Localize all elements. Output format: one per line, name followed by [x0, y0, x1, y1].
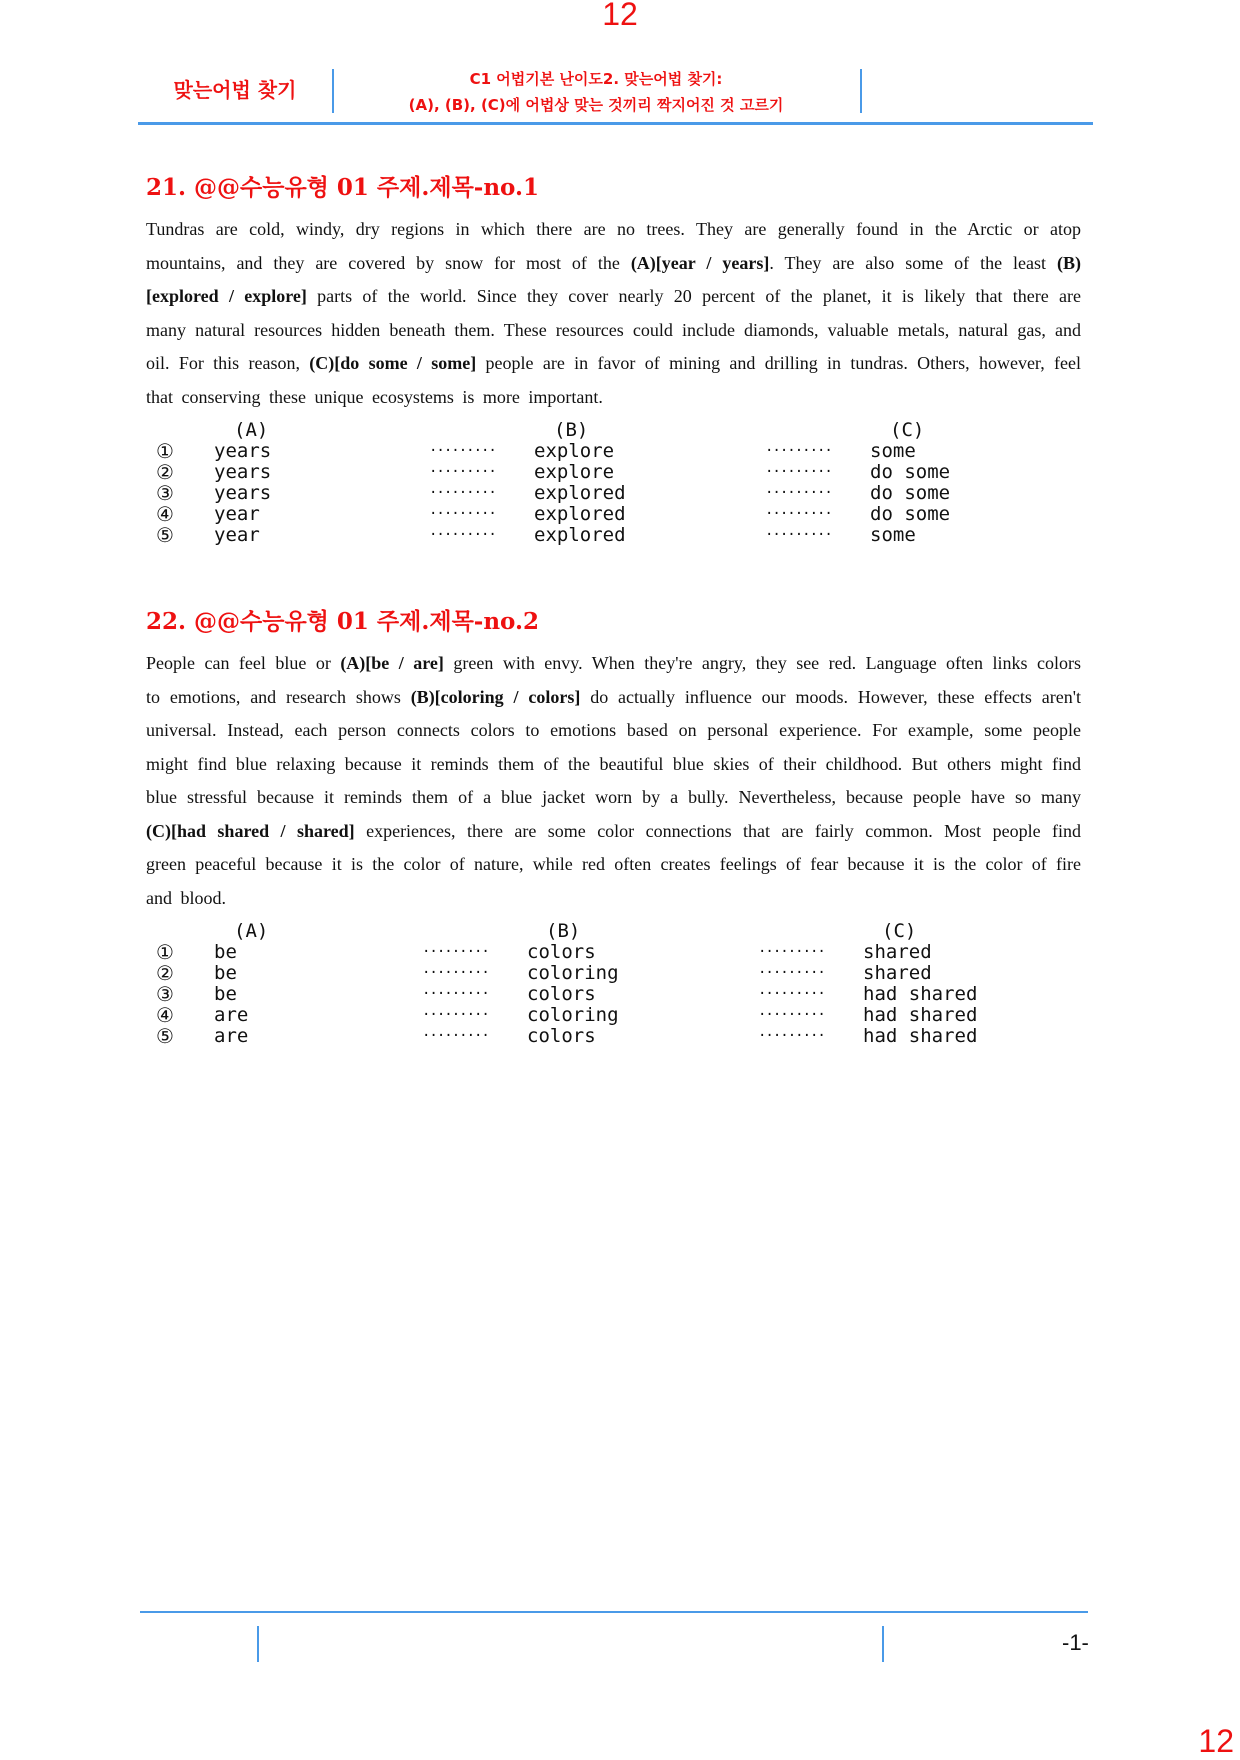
choice-row[interactable]: [146, 984, 1081, 1005]
header-description-line2: (A), (B), (C)에 어법상 맞는 것끼리 짝지어진 것 고르기: [408, 96, 784, 114]
dot-leader: ·········: [758, 986, 825, 1002]
choice-number: ②: [156, 460, 174, 484]
corner-page-number: 12: [602, 0, 638, 32]
passage-text: People can feel blue or: [146, 653, 341, 673]
footer-divider-left: [257, 1626, 259, 1662]
choice-a: are: [214, 1004, 249, 1026]
answer-choices: [146, 921, 1081, 1047]
choice-a: be: [214, 962, 237, 984]
dot-leader: ·········: [422, 965, 489, 981]
choice-b: explore: [534, 461, 615, 483]
header-description: [332, 66, 860, 118]
choice-row[interactable]: [146, 942, 1081, 963]
blank-options: (A)[year / years]: [630, 252, 770, 273]
choice-b: colors: [527, 983, 596, 1005]
choice-b: explored: [534, 482, 626, 504]
question-22: [146, 605, 1081, 1047]
choice-number: ⑤: [156, 523, 174, 547]
corner-page-number-bottom: 12: [1198, 1723, 1234, 1759]
choice-number: ④: [156, 502, 174, 526]
passage-text: parts of the world. Since they cover nearly 20 percent of the planet, it is likely that there are many natural resources hidden beneath them. These resources could include diamonds, valuable metals, natural gas, and oil. For this reason,: [146, 286, 1081, 373]
choice-a: years: [214, 482, 272, 504]
blank-options: (B)[explored / explore]: [146, 252, 1081, 306]
choice-b: colors: [527, 1025, 596, 1047]
choice-header-a: (A): [234, 419, 269, 441]
choice-b: coloring: [527, 962, 619, 984]
question-21: [146, 171, 1081, 546]
choice-header-a: (A): [234, 920, 269, 942]
choice-c: shared: [863, 941, 932, 963]
choice-c: do some: [870, 503, 951, 525]
choice-a: are: [214, 1025, 249, 1047]
passage-text: green with envy. When they're angry, they see red. Language often links colors to emotions, and research shows: [146, 653, 1081, 707]
choice-row[interactable]: [146, 963, 1081, 984]
blank-options: (B)[coloring / colors]: [410, 686, 581, 707]
dot-leader: ·········: [422, 944, 489, 960]
question-title: 22. @@수능유형 01 주제.제목-no.2: [146, 608, 540, 635]
passage-text: people are in favor of mining and drilling in tundras. Others, however, feel that conserving these unique ecosystems is more important.: [146, 353, 1082, 407]
choice-header-c: (C): [890, 419, 925, 441]
choice-row[interactable]: [146, 1005, 1081, 1026]
passage-text: experiences, there are some color connections that are fairly common. Most people find green peaceful because it is the color of nature, while red often creates feelings of fear because it is the color of fire and blood.: [146, 820, 1081, 908]
header-divider-right: [860, 69, 862, 113]
choice-list: [146, 441, 1081, 546]
choice-number: ①: [156, 940, 174, 964]
question-passage: [146, 213, 1081, 414]
question-title: 21. @@수능유형 01 주제.제목-no.1: [146, 174, 540, 201]
dot-leader: ·········: [758, 1028, 825, 1044]
footer-divider-right: [882, 1626, 884, 1662]
dot-leader: ·········: [429, 443, 496, 459]
choice-number: ①: [156, 439, 174, 463]
dot-leader: ·········: [765, 485, 832, 501]
choice-a: year: [214, 503, 260, 525]
choice-b: explore: [534, 440, 615, 462]
choice-number: ②: [156, 961, 174, 985]
choice-row[interactable]: [146, 483, 1081, 504]
dot-leader: ·········: [422, 1028, 489, 1044]
question-passage: [146, 647, 1081, 915]
header-section-title: 맞는어법 찾기: [173, 78, 297, 102]
choice-number: ⑤: [156, 1024, 174, 1048]
dot-leader: ·········: [422, 986, 489, 1002]
choice-row[interactable]: [146, 1026, 1081, 1047]
choice-c: some: [870, 440, 916, 462]
choice-a: be: [214, 941, 237, 963]
blank-options: (A)[be / are]: [340, 653, 444, 673]
choice-header-b: (B): [554, 419, 589, 441]
choice-number: ④: [156, 1003, 174, 1027]
choice-a: years: [214, 461, 272, 483]
choice-c: had shared: [863, 1004, 978, 1026]
dot-leader: ·········: [765, 464, 832, 480]
choice-c: do some: [870, 461, 951, 483]
blank-options: (C)[had shared / shared]: [146, 820, 355, 841]
blank-options: (C)[do some / some]: [309, 353, 477, 373]
choice-number: ③: [156, 982, 174, 1006]
choice-header-row: [146, 921, 1081, 942]
choice-row[interactable]: [146, 525, 1081, 546]
dot-leader: ·········: [429, 485, 496, 501]
choice-b: explored: [534, 503, 626, 525]
dot-leader: ·········: [422, 1007, 489, 1023]
passage-text: Tundras are cold, windy, dry regions in which there are no trees. They are generally found in the Arctic or atop mountains, and they are covered by snow for most of the: [146, 219, 1081, 273]
footer-page-number: -1-: [1062, 1630, 1089, 1655]
dot-leader: ·········: [429, 506, 496, 522]
dot-leader: ·········: [429, 464, 496, 480]
choice-b: colors: [527, 941, 596, 963]
choice-a: years: [214, 440, 272, 462]
choice-header-row: [146, 420, 1081, 441]
dot-leader: ·········: [758, 965, 825, 981]
choice-header-c: (C): [882, 920, 917, 942]
dot-leader: ·········: [765, 443, 832, 459]
dot-leader: ·········: [758, 944, 825, 960]
passage-text: . They are also some of the least: [769, 252, 1057, 273]
header-description-line1: C1 어법기본 난이도2. 맞는어법 찾기:: [469, 70, 723, 88]
dot-leader: ·········: [765, 506, 832, 522]
passage-text: do actually influence our moods. However, these effects aren't universal. Instead, each person connects colors to emotions based on personal experience. For example, some people might find blue relaxing because it reminds them of the beautiful blue skies of their childhood. But others might find blue stressful because it reminds them of a blue jacket worn by a bully. Nevertheless, because people have so many: [146, 686, 1081, 807]
choice-number: ③: [156, 481, 174, 505]
dot-leader: ·········: [758, 1007, 825, 1023]
choice-c: had shared: [863, 1025, 978, 1047]
footer-rule: [140, 1611, 1088, 1613]
choice-a: year: [214, 524, 260, 546]
choice-a: be: [214, 983, 237, 1005]
choice-list: [146, 942, 1081, 1047]
dot-leader: ·········: [429, 527, 496, 543]
dot-leader: ·········: [765, 527, 832, 543]
choice-c: had shared: [863, 983, 978, 1005]
choice-row[interactable]: [146, 504, 1081, 525]
answer-choices: [146, 420, 1081, 546]
choice-header-b: (B): [546, 920, 581, 942]
choice-row[interactable]: [146, 462, 1081, 483]
choice-c: some: [870, 524, 916, 546]
page-header: [138, 66, 1093, 125]
choice-c: do some: [870, 482, 951, 504]
choice-b: explored: [534, 524, 626, 546]
choice-c: shared: [863, 962, 932, 984]
choice-b: coloring: [527, 1004, 619, 1026]
choice-row[interactable]: [146, 441, 1081, 462]
